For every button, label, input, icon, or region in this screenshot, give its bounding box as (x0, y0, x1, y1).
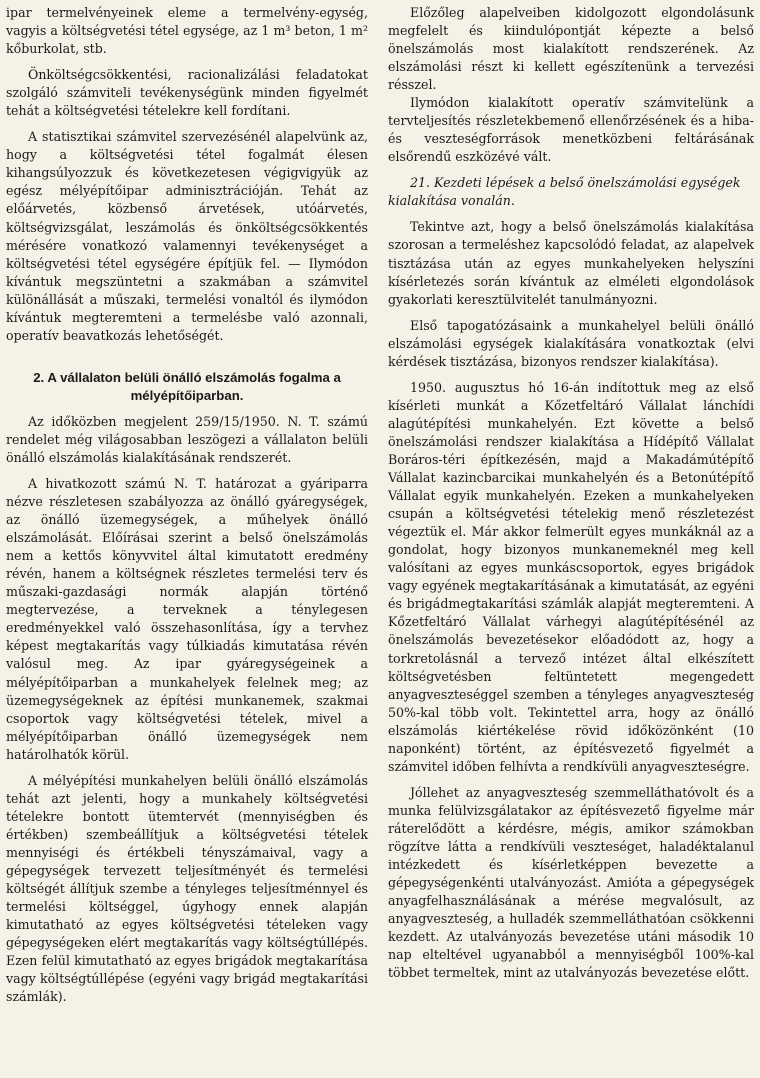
paragraph: Ilymódon kialakított operatív számvitelünk a tervteljesítés részletekbemenő ellenőrzésének és a hiba- és veszteségforrások menetközbeni feltárásának elsőrendű eszközévé vált. (388, 95, 754, 165)
paragraph: Önköltségcsökkentési, racionalizálási feladatokat szolgáló számviteli tevékenységünk minden figyelmét tehát a költségvetési tételekre kell fordítani. (6, 67, 368, 119)
paragraph: Előzőleg alapelveiben kidolgozott elgondolásunk megfelelt és kiindulópontját képezte a belső önelszámolás most kialakított rendszerének. Az elszámolási részt ki kellett egészítenünk a tervezési résszel. (388, 5, 754, 93)
paragraph: Az időközben megjelent 259/15/1950. N. T. számú rendelet még világosabban leszögezi a vállalaton belüli önálló elszámolás kialakításának rendszerét. (6, 413, 368, 465)
paragraph: Jóllehet az anyagveszteség szemmelláthatóvolt és a munka felülvizsgálatakor az építésvezető figyelme már ráterelődött a kérdésre, mégis, amikor számokban rögzítve látta a rendkívüli veszteséget, haladéktalanul intézkedett és kísérletképpen bevezette a gépegységenkénti utalványozást. Amióta a gépegységek anyagfelhasználásának a mérése megvalósult, az anyagveszteség, a hulladék szemmelláthatóan csökkenni kezdett. Az utalványozás bevezetése utáni második 10 nap elteltével ugyanabból a mennyiségből 100%-kal többet termeltek, mint az utalványozás bevezetése előtt. (388, 784, 754, 981)
paragraph: Tekintve azt, hogy a belső önelszámolás kialakítása szorosan a termeléshez kapcsolódó feladat, az alapelvek tisztázása után az egyes munkahelyeken helyszíni kísérletezés során kívántuk az elméleti elgondolások gyakorlati keresztülvitelét tanulmányozni. (388, 219, 754, 307)
paragraph: ipar termelvényeinek eleme a termelvény-egység, vagyis a költségvetési tétel egysége, az 1 m³ beton, 1 m² kőburkolat, stb. (6, 5, 368, 57)
right-column (388, 4, 754, 982)
paragraph: Első tapogatózásaink a munkahelyel belüli önálló elszámolási egységek kialakítására vonatkoztak (elvi kérdések tisztázása, bizonyos rendszer kialakítása). (388, 317, 754, 369)
paragraph: A hivatkozott számú N. T. határozat a gyáriparra nézve részletesen szabályozza az önálló gyáregységek, az önálló üzemegységek, a műhelyek önálló elszámolását. Előírásai szerint a belső önelszámolás nem a kettős könyvvitel által kimutatott eredmény révén, hanem a költségnek részletes termelési terv és műszaki-gazdasági normák alapján történő megtervezése, a terveknek a ténylegesen eredményekkel való összehasonlítása, így a tervhez képest megtakarítás vagy túlkiadás kimutatása révén valósul meg. Az ipar gyáregységeinek a mélyépítőiparban a munkahelyek felelnek meg; az üzemegységeknek az építési munkanemek, szakmai csoportok vagy költségvetési tételek, mivel a mélyépítőiparban önálló üzemegységek nem határolhatók körül. (6, 475, 368, 762)
paragraph: 1950. augusztus hó 16-án indítottuk meg az első kísérleti munkát a Kőzetfeltáró Vállalat lánchídi alagútépítési munkahelyén. Ezt követte a belső önelszámolási rendszer kialakítása a Hídépítő Vállalat Boráros-téri építkezésén, majd a Makadámútépítő Vállalat kazincbarcikai munkahelyén és a Betonútépítő Vállalat egyik munkahelyén. Ezeken a munkahelyeken csupán a költségvetési tételekig menő részletezést végeztük el. Már akkor felmerült egyes munkáknál az a gondolat, hogy bizonyos munkanemeknél meg kell valósítani az egyes munkáscsoportok, egyes brigádok vagy egyének megtakarításának a kimutatását, az egyéni és brigádmegtakarítási számlák alapját megteremteni. A Kőzetfeltáró Vállalat várhegyi alagútépítésénél az önelszámolás bevezetésekor előadódott az, hogy a torkretolásnál a tervező intézet által elkészített költségvetésben feltüntetett megengedett anyagveszteséggel szemben a tényleges anyagveszteség 50%-kal több volt. Tekintettel arra, hogy az önálló elszámolás kiértékelése rövid időközönként (10 naponként) történt, az építésvezető figyelmét a számvitel időben felhívta a rendkívüli anyagveszteségre. (388, 379, 754, 774)
left-column (6, 4, 368, 1006)
subsection-heading: 21. Kezdeti lépések a belső önelszámolási egységek kialakítása vonalán. (388, 175, 741, 209)
section-heading: 2. A vállalaton belüli önálló elszámolás fogalma a mélyépítőiparban. (33, 369, 341, 403)
paragraph: A mélyépítési munkahelyen belüli önálló elszámolás tehát azt jelenti, hogy a munkahely költségvetési tételekre bontott ütemtervét (mennyiségben és értékben) szembeállítjuk a költségvetési tételek mennyiségi és értékbeli tényszámaival, vagy a gépegységek tervezett teljesítményét és termelési költségét állítjuk szembe a tényleges teljesítménnyel és termelési költséggel, úgyhogy ennek alapján kimutatható az egyes költségvetési tételeken vagy gépegységeken elért megtakarítás vagy költségtúllépés. Ezen felül kimutatható az egyes brigádok megtakarítása vagy költségtúllépése (egyéni vagy brigád megtakarítási számlák). (6, 772, 368, 1005)
paragraph: A statisztikai számvitel szervezésénél alapelvünk az, hogy a költségvetési tétel fogalmát élesen kihangsúlyozzuk és következetesen végigvigyük az egész mélyépítőipar adminisztrációján. Tehát az előárvetés, közbenső árvetések, utóárvetés, költségvizsgálat, leszámolás és önköltségcsökkentés mérésére vonatkozó valamennyi tevékenységet a költségvetési tétel egységére építjük fel. — Ilymódon kívántuk megszüntetni a szakmában a számvitel különállását a műszaki, termelési vonaltól és ilymódon kívántuk megteremteni a termelésbe való azonnali, operatív beavatkozás lehetőségét. (6, 129, 368, 343)
